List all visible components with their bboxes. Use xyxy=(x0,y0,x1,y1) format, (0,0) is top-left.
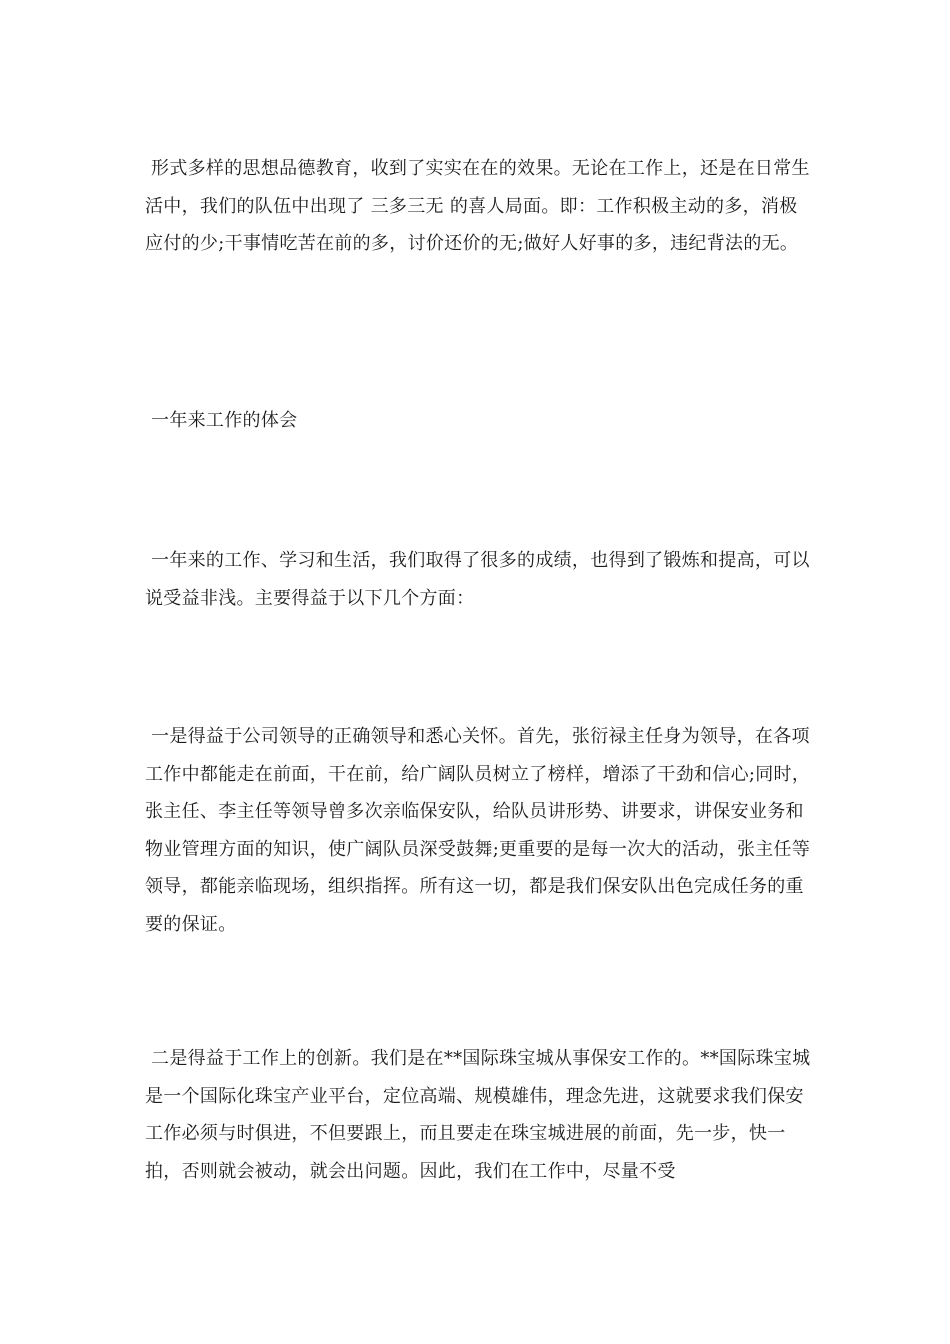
section-heading-experience: 一年来工作的体会 xyxy=(145,410,298,431)
paragraph-point-one: 一是得益于公司领导的正确领导和悉心关怀。首先，张衍禄主任身为领导，在各项工作中都能走在前面，干在前，给广阔队员树立了榜样，增添了干劲和信心;同时，张主任、李主任等领导曾多次亲临保安队，给队员讲形势、讲要求，讲保安业务和物业管理方面的知识，使广阔队员深受鼓舞;更重要的是每一次大的活动，张主任等领导，都能亲临现场，组织指挥。所有这一切，都是我们保安队出色完成任务的重要的保证。 xyxy=(145,726,811,935)
paragraph-education-results: 形式多样的思想品德教育，收到了实实在在的效果。无论在工作上，还是在日常生活中，我们的队伍中出现了 三多三无 的喜人局面。即：工作积极主动的多，消极应付的少;干事情吃苦在前的多，讨价还价的无;做好人好事的多，违纪背法的无。 xyxy=(145,158,810,254)
paragraph-year-summary: 一年来的工作、学习和生活，我们取得了很多的成绩，也得到了锻炼和提高，可以说受益非浅。主要得益于以下几个方面： xyxy=(145,550,810,609)
paragraph-point-two: 二是得益于工作上的创新。我们是在**国际珠宝城从事保安工作的。**国际珠宝城是一个国际化珠宝产业平台，定位高端、规模雄伟，理念先进，这就要求我们保安工作必须与时俱进，不但要跟上，而且要走在珠宝城进展的前面，先一步，快一拍，否则就会被动，就会出问题。因此，我们在工作中，尽量不受 xyxy=(145,1048,811,1182)
